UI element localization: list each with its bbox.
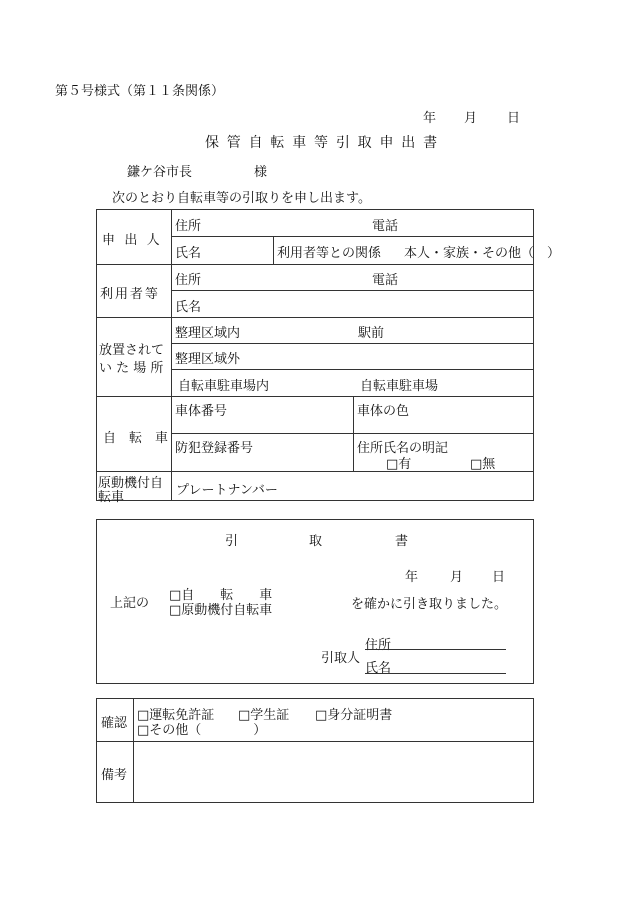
receipt-above-label: 上記の [110,596,150,611]
receipt-date-year: 年 [405,570,419,585]
applicant-label: 申 出 人 [102,233,163,248]
user-phone-label: 電話 [372,273,399,288]
receipt-option-bicycle[interactable]: □自 転 車 [169,588,273,603]
bicycle-name-marked-yes[interactable]: □有 [386,457,412,472]
place-parking-in-label: 自転車駐車場内 [178,379,270,394]
receipt-date-day: 日 [492,570,506,585]
applicant-phone-label: 電話 [372,219,399,234]
receiver-address-line[interactable] [365,649,506,650]
intro-text: 次のとおり自転車等の引取りを申し出ます。 [112,191,371,206]
receipt-title-2: 取 [309,534,323,549]
bicycle-label: 自 転 車 [103,431,169,446]
form-number: 第５号様式（第１１条関係） [55,84,225,99]
place-station-label: 駅前 [358,326,385,341]
place-inside-label: 整理区域内 [175,326,241,341]
receiver-address-label: 住所 [365,638,392,653]
receipt-option-moped[interactable]: □原動機付自転車 [169,603,273,618]
bicycle-crime-reg-label: 防犯登録番号 [175,441,254,456]
receipt-confirm-text: を確かに引き取りました。 [351,597,508,612]
applicant-name-label: 氏名 [175,246,202,261]
place-outside-label: 整理区域外 [175,352,241,367]
user-address-label: 住所 [175,273,202,288]
place-parking-label: 自転車駐車場 [360,379,439,394]
receiver-name-label: 氏名 [365,661,392,676]
applicant-address-label: 住所 [175,219,202,234]
place-label-line2: い た 場 所 [99,361,164,376]
addressee-name: 鎌ケ谷市長 [127,165,193,180]
place-label-line1: 放置されて [99,343,165,358]
check-license-option[interactable]: □運転免許証 [137,708,215,723]
check-student-option[interactable]: □学生証 [238,708,290,723]
user-name-label: 氏名 [175,300,202,315]
applicant-relation-label: 利用者等との関係 [277,246,382,261]
bicycle-body-color-label: 車体の色 [357,404,410,419]
moped-label-line1: 原動機付自 [98,476,164,491]
date-month: 月 [464,111,478,126]
remarks-label: 備考 [101,768,128,783]
document-title: 保 管 自 転 車 等 引 取 申 出 書 [205,135,439,151]
moped-plate-label: プレートナンバー [176,483,278,498]
receiver-name-line[interactable] [365,673,506,674]
receipt-date-month: 月 [450,570,464,585]
check-id-option[interactable]: □身分証明書 [315,708,393,723]
bicycle-name-marked-label: 住所氏名の明記 [357,441,449,456]
receiver-label: 引取人 [321,651,361,666]
check-other-option[interactable]: □その他（ ） [137,723,267,738]
bicycle-name-marked-no[interactable]: □無 [470,457,496,472]
moped-label-line2: 転車 [98,490,125,505]
bicycle-body-number-label: 車体番号 [175,404,228,419]
check-label: 確認 [101,716,128,731]
date-year: 年 [423,111,437,126]
applicant-relation-options: 本人・家族・その他（ ） [404,246,561,261]
receipt-title-3: 書 [395,534,409,549]
addressee-honorific: 様 [254,165,268,180]
user-label: 利用者等 [100,287,160,302]
date-day: 日 [507,111,521,126]
receipt-title-1: 引 [225,534,239,549]
